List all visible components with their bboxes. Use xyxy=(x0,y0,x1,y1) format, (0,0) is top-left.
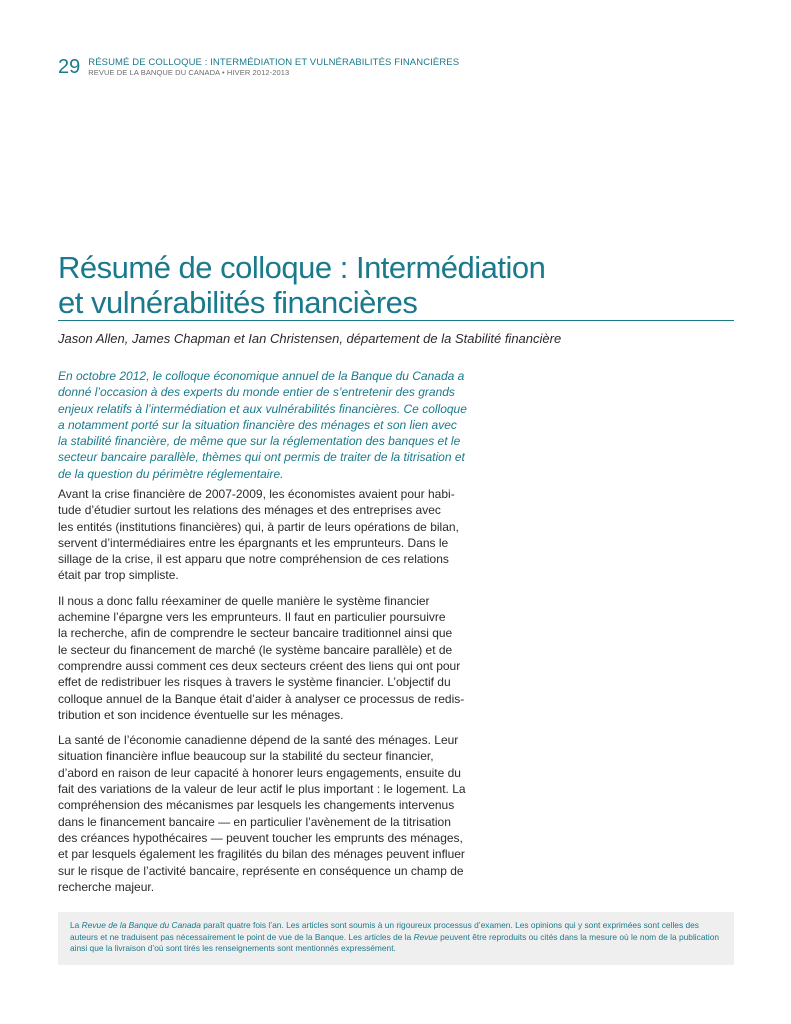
article-title-line-2: et vulnérabilités financières xyxy=(58,285,418,320)
abstract-line: de la question du périmètre réglementaire. xyxy=(58,466,284,481)
body-line: tude d’étudier surtout les relations des ménages et des entreprises avec xyxy=(58,503,441,518)
note-text: La xyxy=(70,920,82,930)
note-text: paraît quatre fois l’an. Les articles sont soumis à un rigoureux processus d’examen. Les opinions qui y sont exprimées sont celles des auteurs et ne traduisent pas nécessairement le point de vue de la Banque. Les articles de la xyxy=(70,920,699,942)
body-line: comprendre aussi comment ces deux secteurs créent des liens qui ont pour xyxy=(58,658,461,673)
body-line: Avant la crise financière de 2007-2009, les économistes avaient pour habi- xyxy=(58,487,455,501)
body-line: dans le financement bancaire — en particulier l’avènement de la titrisation xyxy=(58,814,451,829)
body-line: Il nous a donc fallu réexaminer de quelle manière le système financier xyxy=(58,593,430,608)
body-paragraph-1 xyxy=(58,486,504,584)
article-title xyxy=(58,250,738,320)
page-header xyxy=(58,56,459,78)
running-header xyxy=(88,56,459,78)
abstract-line: secteur bancaire parallèle, thèmes qui ont permis de traiter de la titrisation et xyxy=(58,450,465,465)
body-line: achemine l’épargne vers les emprunteurs. Il faut en particulier poursuivre xyxy=(58,610,446,625)
note-journal-short-name: Revue xyxy=(413,931,438,942)
body-line: situation financière influe beaucoup sur la stabilité du secteur financier, xyxy=(58,749,434,764)
journal-issue: REVUE DE LA BANQUE DU CANADA • HIVER 2012-2013 xyxy=(88,68,290,77)
page-number: 29 xyxy=(58,56,81,78)
body-line: La santé de l’économie canadienne dépend de la santé des ménages. Leur xyxy=(58,733,459,748)
body-line: et par lesquels également les fragilités du bilan des ménages peuvent influer xyxy=(58,847,465,862)
abstract-line: la stabilité financière, de même que sur la réglementation des banques et le xyxy=(58,434,461,449)
body-line: la recherche, afin de comprendre le secteur bancaire traditionnel ainsi que xyxy=(58,626,453,641)
note-text: peuvent être reproduits ou cités dans la mesure où le nom de la publication ainsi que la livraison d’où sont tirés les renseignements sont mentionnés expressément. xyxy=(70,931,720,953)
article-title-line-1: Résumé de colloque : Intermédiation xyxy=(58,250,546,285)
abstract-line: En octobre 2012, le colloque économique annuel de la Banque du Canada a xyxy=(58,369,465,383)
title-divider xyxy=(58,320,734,321)
article-body xyxy=(58,486,504,904)
body-line: le secteur du financement de marché (le système bancaire parallèle) et de xyxy=(58,642,453,657)
body-line: fait des variations de la valeur de leur actif le plus important : le logement. La xyxy=(58,782,466,797)
body-line: les entités (institutions financières) qui, à partir de leurs opérations de bilan, xyxy=(58,519,459,534)
body-line: effet de redistribuer les risques à travers le système financier. L’objectif du xyxy=(58,675,451,690)
body-line: compréhension des mécanismes par lesquels les changements intervenus xyxy=(58,798,455,813)
note-journal-name: Revue de la Banque du Canada xyxy=(81,920,201,930)
body-paragraph-2 xyxy=(58,593,504,723)
body-line: recherche majeur. xyxy=(58,879,155,894)
body-line: d’abord en raison de leur capacité à honorer leurs engagements, ensuite du xyxy=(58,765,461,780)
body-line: tribution et son incidence éventuelle sur les ménages. xyxy=(58,707,344,722)
running-title: RÉSUMÉ DE COLLOQUE : INTERMÉDIATION ET VULNÉRABILITÉS FINANCIÈRES xyxy=(88,57,460,68)
body-paragraph-3 xyxy=(58,732,504,895)
body-line: sur le risque de l’activité bancaire, représente en conséquence un champ de xyxy=(58,863,464,878)
body-line: était par trop simpliste. xyxy=(58,568,179,583)
publication-note-text xyxy=(70,920,722,955)
abstract-line: enjeux relatifs à l’intermédiation et aux vulnérabilités financières. Ce colloque xyxy=(58,401,467,416)
article-abstract xyxy=(58,368,504,482)
article-authors: Jason Allen, James Chapman et Ian Christensen, département de la Stabilité financière xyxy=(58,331,562,346)
abstract-line: donné l’occasion à des experts du monde entier de s’entretenir des grands xyxy=(58,385,455,400)
body-line: servent d’intermédiaires entre les épargnants et les emprunteurs. Dans le xyxy=(58,535,449,550)
publication-note xyxy=(58,912,734,965)
abstract-line: a notamment porté sur la situation financière des ménages et son lien avec xyxy=(58,417,457,432)
body-line: colloque annuel de la Banque était d’aider à analyser ce processus de redis- xyxy=(58,691,465,706)
body-line: sillage de la crise, il est apparu que notre compréhension de ces relations xyxy=(58,552,449,567)
body-line: des créances hypothécaires — peuvent toucher les emprunts des ménages, xyxy=(58,830,463,845)
